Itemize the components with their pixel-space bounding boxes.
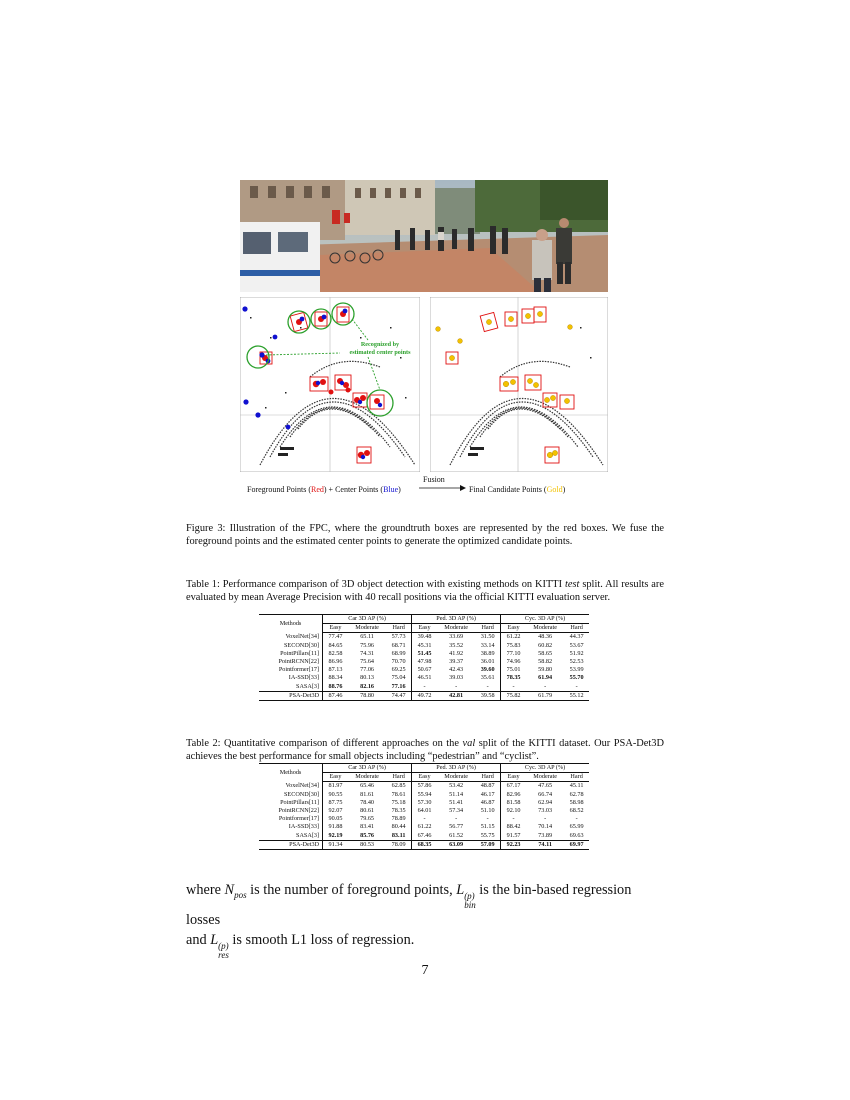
- ap-value: 75.64: [360, 658, 375, 666]
- ap-value: 80.53: [348, 840, 386, 849]
- ap-value: 81.58: [501, 799, 526, 807]
- ap-value: 61.22: [412, 823, 437, 831]
- ap-cell: [412, 840, 437, 849]
- subheader-moderate: Moderate: [526, 624, 564, 633]
- ap-value: 50.67: [412, 666, 437, 674]
- ap-value: 45.31: [412, 642, 437, 650]
- page-number: 7: [421, 963, 429, 978]
- ap-value: 74.11: [538, 840, 552, 848]
- ap-value: 52.53: [569, 658, 584, 666]
- legend-left-mid: ) + Center Points (: [323, 485, 384, 494]
- ap-value: 87.46: [323, 691, 348, 700]
- ap-value: -: [501, 815, 526, 823]
- ap-value: 81.61: [360, 790, 375, 798]
- figure-caption: Figure 3: Illustration of the FPC, where the groundtruth boxes are represented by the red boxes. We fuse the foreground points and the estimated center points to generate the optimized candidate points.: [186, 523, 664, 547]
- ap-value: 51.15: [480, 823, 495, 831]
- method-name: Pointformer[17]: [278, 815, 320, 823]
- ap-value: -: [575, 815, 578, 823]
- body-text-2: is the bin-based regression losses: [186, 882, 632, 928]
- ap-value: 51.92: [569, 649, 584, 657]
- ap-value: 39.37: [449, 658, 464, 666]
- ap-value: 80.61: [360, 807, 375, 815]
- ap-value: 87.75: [323, 799, 348, 807]
- ap-value: 80.44: [391, 823, 406, 831]
- methods-header: Methods: [259, 615, 323, 633]
- ap-value: 42.43: [449, 666, 464, 674]
- ap-value: 39.03: [449, 674, 464, 682]
- ap-value: 80.13: [360, 674, 375, 682]
- ap-value: 61.52: [437, 832, 475, 841]
- ap-value: 68.71: [391, 641, 406, 649]
- ap-value: 47.65: [538, 782, 553, 790]
- legend-left: [247, 485, 401, 494]
- table1-caption-em: test: [565, 579, 580, 590]
- method-name: VoxelNet[34]: [285, 633, 320, 641]
- ap-value: 67.17: [501, 782, 526, 791]
- method-name: Pointformer[17]: [278, 666, 320, 674]
- ap-value: 68.99: [391, 649, 406, 657]
- body-text-3: is smooth L1 loss of regression.: [228, 932, 415, 948]
- ap-value: 73.89: [526, 832, 564, 841]
- method-name: PointPillars[11]: [280, 649, 320, 657]
- ap-value: 62.85: [391, 782, 406, 790]
- legend-gold-word: Gold: [546, 485, 563, 494]
- table-row: [259, 799, 589, 807]
- group-header-car: Car 3D AP (%): [323, 764, 412, 773]
- table1-caption-b: split. All results are evaluated by mean Average Precision with 40 recall positions via the official KITTI evaluation server.: [186, 579, 664, 603]
- ap-value: 74.47: [386, 691, 411, 700]
- body-paragraph: [186, 880, 666, 960]
- ap-value: 39.58: [475, 691, 500, 700]
- method-name: SECOND[30]: [283, 790, 320, 798]
- ap-value: 92.07: [323, 807, 348, 815]
- subheader-easy: Easy: [501, 773, 526, 782]
- subheader-hard: Hard: [564, 624, 589, 633]
- table-row: [259, 832, 589, 841]
- ap-value: -: [564, 683, 589, 692]
- ap-value: 78.89: [391, 815, 406, 823]
- ap-cell: [323, 832, 348, 841]
- method-name: IA-SSD[33]: [288, 674, 320, 682]
- ap-value: 63.09: [449, 840, 464, 848]
- ap-value: 48.87: [480, 782, 495, 790]
- ap-value: 78.40: [360, 798, 375, 806]
- ap-value: 64.01: [412, 807, 437, 815]
- fusion-arrow-label: [418, 475, 468, 495]
- ap-value: 58.65: [538, 649, 553, 657]
- ap-cell: [501, 674, 526, 682]
- legend-right-prefix: Final Candidate Points (: [469, 485, 547, 494]
- table-row: [259, 791, 589, 799]
- ap-value: 57.34: [449, 807, 464, 815]
- ap-cell: [437, 691, 475, 700]
- ap-value: 48.36: [538, 633, 553, 641]
- ap-value: 33.14: [480, 641, 495, 649]
- legend-right: [469, 485, 565, 494]
- ap-value: 67.46: [412, 832, 437, 841]
- table-row: [259, 691, 589, 700]
- ap-value: 75.96: [360, 641, 375, 649]
- street-scene-photo: [240, 180, 608, 292]
- legend-red-word: Red: [311, 485, 324, 494]
- ap-value: 91.34: [323, 840, 348, 849]
- table2-caption-em: val: [462, 738, 476, 749]
- table2: [259, 763, 589, 850]
- subheader-hard: Hard: [475, 773, 500, 782]
- ap-value: 78.35: [506, 674, 521, 682]
- table-row: [259, 658, 589, 666]
- ap-value: 56.77: [449, 823, 464, 831]
- ap-value: 85.76: [360, 831, 375, 839]
- ap-cell: [526, 840, 564, 849]
- ap-value: 73.03: [538, 807, 553, 815]
- table-row: [259, 782, 589, 791]
- table1-caption: [186, 578, 664, 604]
- ap-value: 51.41: [449, 798, 464, 806]
- method-name: IA-SSD[33]: [288, 823, 320, 831]
- ap-value: 62.94: [538, 798, 553, 806]
- table-row: [259, 840, 589, 849]
- method-name: SECOND[30]: [283, 641, 320, 649]
- ap-cell: [475, 666, 500, 674]
- ap-value: 41.92: [449, 649, 464, 657]
- ap-value: -: [437, 683, 475, 692]
- ap-value: 79.65: [360, 815, 375, 823]
- ap-value: 69.63: [564, 832, 589, 841]
- ap-value: 49.72: [412, 691, 437, 700]
- ap-value: 55.12: [564, 691, 589, 700]
- subheader-easy: Easy: [323, 773, 348, 782]
- ap-value: 92.10: [501, 807, 526, 815]
- ap-value: 57.30: [412, 799, 437, 807]
- ap-value: 92.23: [506, 840, 521, 848]
- symbol-lres: L (p) res: [210, 932, 229, 960]
- table1: [259, 614, 589, 701]
- ap-value: 74.96: [501, 658, 526, 666]
- table-row: [259, 650, 589, 658]
- ap-value: 58.82: [538, 658, 553, 666]
- ap-value: 82.58: [323, 650, 348, 658]
- ap-value: -: [412, 683, 437, 692]
- table-row: [259, 666, 589, 674]
- ap-value: 75.04: [391, 674, 406, 682]
- ap-value: 45.11: [569, 782, 584, 790]
- ap-value: 78.09: [386, 840, 411, 849]
- ap-value: 38.89: [480, 649, 495, 657]
- ap-cell: [386, 683, 411, 692]
- ap-cell: [526, 674, 564, 682]
- table-row: [259, 674, 589, 682]
- ap-value: 91.88: [323, 823, 348, 831]
- ap-value: 78.80: [348, 691, 386, 700]
- body-where: where: [186, 882, 221, 898]
- table-row: [259, 683, 589, 692]
- lidar-plot-final-candidate-points: [430, 297, 608, 472]
- ap-value: 78.61: [391, 790, 406, 798]
- ap-value: 83.11: [391, 831, 406, 839]
- ap-value: 60.82: [538, 641, 553, 649]
- table2-caption: [186, 737, 664, 763]
- table1-caption-a: Table 1: Performance comparison of 3D object detection with existing methods on KITTI: [186, 579, 565, 590]
- fusion-text: Fusion: [423, 475, 445, 484]
- ap-value: 75.82: [501, 691, 526, 700]
- ap-cell: [323, 683, 348, 692]
- ap-value: 51.45: [417, 649, 432, 657]
- ap-value: 68.52: [569, 807, 584, 815]
- ap-value: 65.46: [360, 782, 375, 790]
- table-row: [259, 807, 589, 815]
- ap-cell: [564, 840, 589, 849]
- ap-value: 47.98: [412, 658, 437, 666]
- ap-value: -: [526, 683, 564, 692]
- ap-cell: [348, 832, 386, 841]
- ap-value: 66.74: [538, 790, 553, 798]
- method-name: PointRCNN[22]: [278, 807, 320, 815]
- ap-value: 53.67: [569, 641, 584, 649]
- method-name: SASA[3]: [259, 832, 323, 841]
- ap-value: 74.31: [360, 649, 375, 657]
- subheader-easy: Easy: [501, 624, 526, 633]
- ap-value: 65.99: [569, 823, 584, 831]
- ap-value: 88.42: [501, 823, 526, 831]
- subheader-easy: Easy: [412, 624, 437, 633]
- table-row: [259, 823, 589, 831]
- group-header-ped: Ped. 3D AP (%): [412, 615, 501, 624]
- ap-value: 51.10: [480, 807, 495, 815]
- ap-value: 77.16: [391, 682, 406, 690]
- ap-value: 86.96: [323, 658, 348, 666]
- ap-cell: [386, 832, 411, 841]
- ap-value: 61.94: [538, 674, 553, 682]
- ap-value: 70.14: [538, 823, 553, 831]
- ap-cell: [475, 840, 500, 849]
- ap-value: 70.70: [391, 658, 406, 666]
- method-name: PSA-Det3D: [259, 691, 323, 700]
- subheader-moderate: Moderate: [437, 624, 475, 633]
- subheader-moderate: Moderate: [348, 624, 386, 633]
- ap-cell: [348, 683, 386, 692]
- ap-value: 81.97: [323, 782, 348, 791]
- annotation-line-1: Recognized by: [360, 341, 400, 348]
- table-row: [259, 815, 589, 823]
- subheader-moderate: Moderate: [526, 773, 564, 782]
- ap-value: 61.22: [501, 633, 526, 642]
- ap-value: 61.79: [526, 691, 564, 700]
- ap-value: -: [455, 815, 458, 823]
- group-header-cyc: Cyc. 3D AP (%): [501, 615, 589, 624]
- table-row: [259, 633, 589, 642]
- ap-value: 57.86: [412, 782, 437, 791]
- ap-value: 90.55: [323, 791, 348, 799]
- ap-value: 55.94: [412, 791, 437, 799]
- ap-cell: [564, 674, 589, 682]
- symbol-npos: $N_{pos}$: [224, 882, 247, 900]
- ap-value: -: [501, 683, 526, 692]
- ap-value: -: [486, 815, 489, 823]
- ap-value: 83.41: [360, 823, 375, 831]
- ap-value: 46.17: [480, 790, 495, 798]
- subheader-hard: Hard: [475, 624, 500, 633]
- ap-value: 92.19: [328, 831, 343, 839]
- methods-header: Methods: [259, 764, 323, 782]
- subheader-easy: Easy: [323, 624, 348, 633]
- ap-value: 55.75: [475, 832, 500, 841]
- group-header-cyc: Cyc. 3D AP (%): [501, 764, 589, 773]
- ap-value: 75.83: [501, 642, 526, 650]
- ap-value: 90.05: [323, 815, 348, 823]
- ap-value: 33.69: [449, 633, 464, 641]
- method-name: SASA[3]: [259, 683, 323, 692]
- ap-value: 57.73: [391, 633, 406, 641]
- table2-caption-a: Table 2: Quantitative comparison of different approaches on the: [186, 738, 463, 749]
- ap-value: 68.35: [417, 840, 432, 848]
- ap-value: 55.70: [569, 674, 584, 682]
- lidar-plot-foreground-center-points: [240, 297, 420, 472]
- legend-left-prefix: Foreground Points (: [247, 485, 311, 494]
- ap-value: 69.97: [569, 840, 584, 848]
- ap-value: 82.96: [501, 791, 526, 799]
- subheader-easy: Easy: [412, 773, 437, 782]
- subheader-hard: Hard: [386, 773, 411, 782]
- subheader-hard: Hard: [564, 773, 589, 782]
- ap-value: 88.76: [328, 682, 343, 690]
- ap-value: 35.52: [449, 641, 464, 649]
- ap-cell: [501, 840, 526, 849]
- ap-value: 75.01: [501, 666, 526, 674]
- method-name: PSA-Det3D: [259, 840, 323, 849]
- ap-value: 53.42: [449, 782, 464, 790]
- ap-value: 59.80: [538, 666, 553, 674]
- ap-value: 39.48: [412, 633, 437, 642]
- method-name: PointRCNN[22]: [278, 658, 320, 666]
- ap-value: 62.78: [569, 790, 584, 798]
- legend-right-suffix: ): [562, 485, 566, 494]
- symbol-lbin: L (p) bin: [456, 882, 476, 910]
- ap-value: 87.13: [323, 666, 348, 674]
- ap-value: 53.99: [569, 666, 584, 674]
- annotation-line-2: estimated center points: [349, 349, 411, 356]
- ap-value: 77.47: [323, 633, 348, 642]
- ap-value: -: [544, 815, 547, 823]
- ap-value: 77.06: [360, 666, 375, 674]
- ap-value: 88.34: [323, 674, 348, 682]
- ap-value: 78.35: [391, 807, 406, 815]
- ap-value: 35.61: [480, 674, 495, 682]
- group-header-car: Car 3D AP (%): [323, 615, 412, 624]
- body-and: and: [186, 932, 211, 948]
- ap-value: 75.18: [391, 798, 406, 806]
- legend-left-suffix: ): [398, 485, 401, 494]
- group-header-ped: Ped. 3D AP (%): [412, 764, 501, 773]
- ap-value: 46.51: [412, 674, 437, 682]
- ap-value: 31.50: [480, 633, 495, 641]
- right-arrow-icon: [418, 483, 466, 493]
- ap-value: -: [412, 815, 437, 823]
- body-text-1: is the number of foreground points,: [246, 882, 457, 898]
- ap-value: 42.81: [449, 691, 464, 699]
- method-name: PointPillars[11]: [280, 798, 320, 806]
- method-name: VoxelNet[34]: [285, 782, 320, 790]
- ap-value: 44.37: [569, 633, 584, 641]
- ap-cell: [412, 650, 437, 658]
- ap-value: 65.11: [360, 633, 374, 641]
- ap-value: 77.10: [501, 650, 526, 658]
- ap-value: 51.14: [449, 790, 464, 798]
- ap-value: 57.09: [480, 840, 495, 848]
- ap-value: 58.98: [569, 798, 584, 806]
- subheader-moderate: Moderate: [437, 773, 475, 782]
- ap-cell: [437, 840, 475, 849]
- ap-value: -: [475, 683, 500, 692]
- ap-value: 69.25: [391, 666, 406, 674]
- subheader-hard: Hard: [386, 624, 411, 633]
- ap-value: 84.65: [323, 642, 348, 650]
- ap-value: 46.87: [480, 798, 495, 806]
- legend-blue-word: Blue: [383, 485, 399, 494]
- table-row: [259, 642, 589, 650]
- subheader-moderate: Moderate: [348, 773, 386, 782]
- ap-value: 91.57: [501, 832, 526, 841]
- ap-value: 82.16: [360, 682, 375, 690]
- ap-value: 39.60: [480, 666, 495, 674]
- ap-value: 36.01: [480, 658, 495, 666]
- table2-caption-b: split of the KITTI dataset. Our PSA-Det3D achieves the best performance for small objects including “pedestrian” and “cyclist”.: [186, 738, 664, 762]
